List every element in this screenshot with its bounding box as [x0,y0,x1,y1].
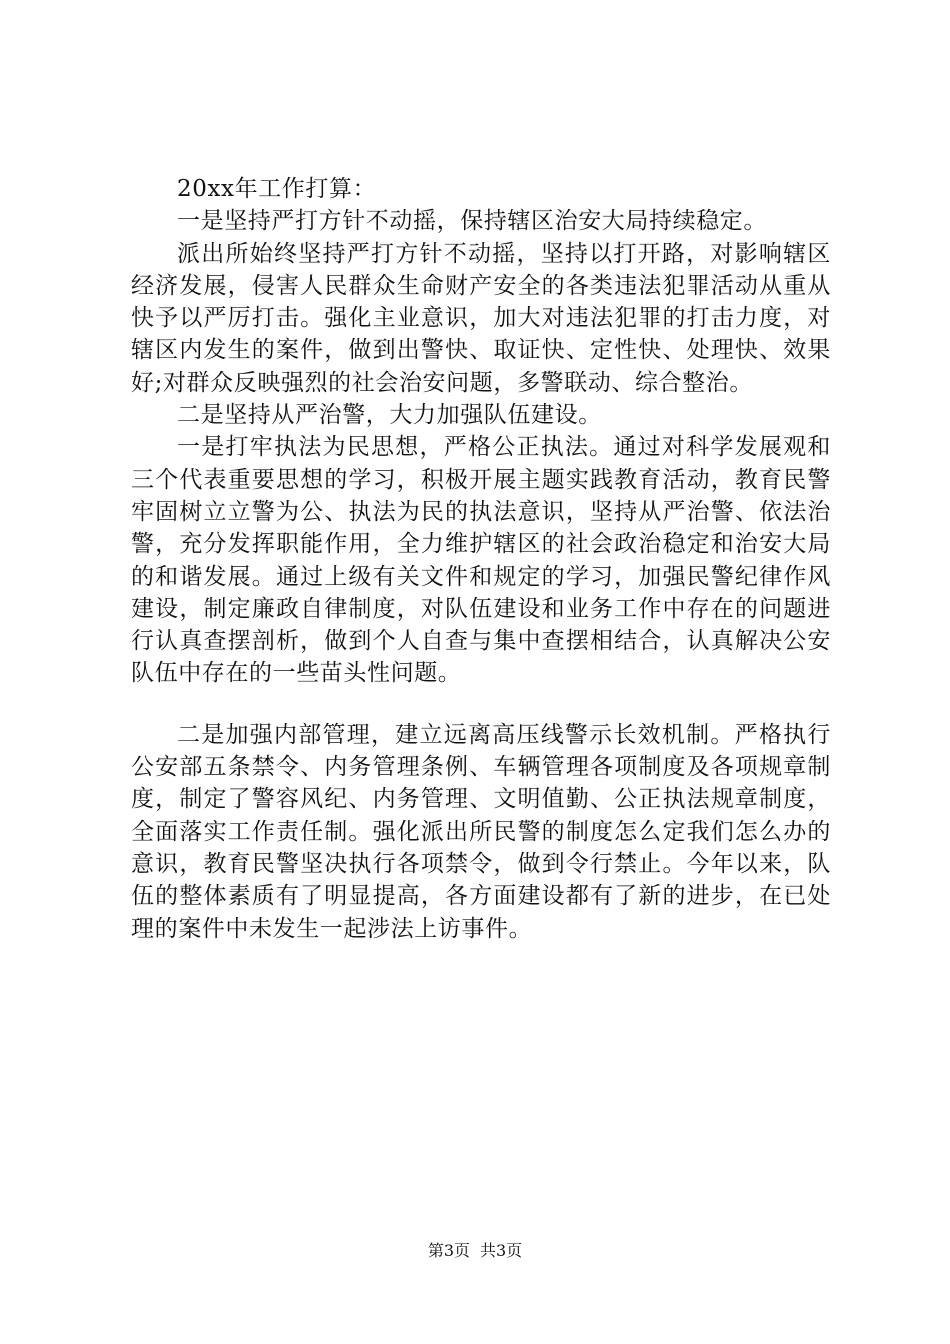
paragraph-law-enforcement: 一是打牢执法为民思想，严格公正执法。通过对科学发展观和三个代表重要思想的学习，积极开展主题实践教育活动，教育民警牢固树立立警为公、执法为民的执法意识，坚持从严治警、依法治警，充分发挥职能作用，全力维护辖区的社会政治稳定和治安大局的和谐发展。通过上级有关文件和规定的学习，加强民警纪律作风建设，制定廉政自律制度，对队伍建设和业务工作中存在的问题进行认真查摆剖析，做到个人自查与集中查摆相结合，认真解决公安队伍中存在的一些苗头性问题。 [131,434,831,687]
paragraph-strike-hard: 派出所始终坚持严打方针不动摇，坚持以打开路，对影响辖区经济发展，侵害人民群众生命财产安全的各类违法犯罪活动从重从快予以严厉打击。强化主业意识，加大对违法犯罪的打击力度，对辖区内发生的案件，做到出警快、取证快、定性快、处理快、效果好;对群众反映强烈的社会治安问题，多警联动、综合整治。 [131,240,831,396]
document-body [131,173,831,945]
paragraph-heading-plan: 20xx年工作打算： [177,176,377,202]
paragraph-point-two: 二是坚持从严治警，大力加强队伍建设。 [177,402,602,429]
paragraph-point-one: 一是坚持严打方针不动摇，保持辖区治安大局持续稳定。 [177,208,767,235]
paragraph-internal-management: 二是加强内部管理，建立远离高压线警示长效机制。严格执行公安部五条禁令、内务管理条例、车辆管理各项制度及各项规章制度，制定了警容风纪、内务管理、文明值勤、公正执法规章制度，全面落实工作责任制。强化派出所民警的制度怎么定我们怎么办的意识，教育民警坚决执行各项禁令，做到令行禁止。今年以来，队伍的整体素质有了明显提高，各方面建设都有了新的进步，在已处理的案件中未发生一起涉法上访事件。 [131,721,831,942]
page-number-current: 第3页 [427,1241,470,1260]
page-footer [0,1241,950,1261]
page-number-total: 共3页 [480,1241,523,1260]
paragraph-spacer [131,690,831,719]
